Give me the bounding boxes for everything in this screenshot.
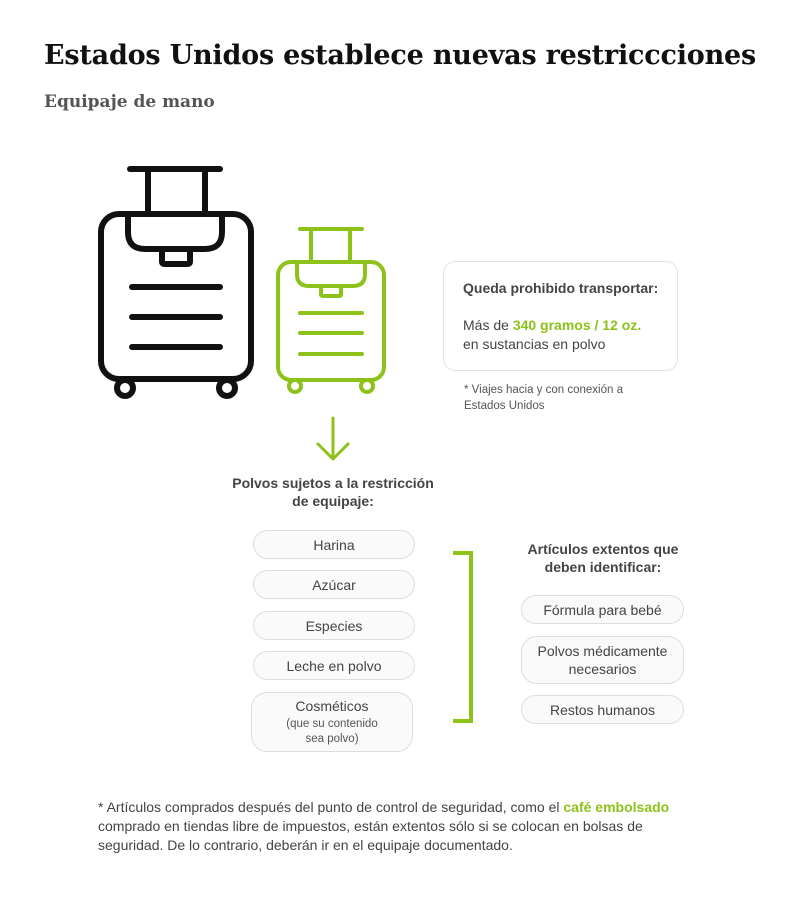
pill-label: Azúcar xyxy=(312,576,356,593)
prohibition-prefix: Más de xyxy=(463,317,513,333)
page-subtitle: Equipaje de mano xyxy=(44,92,215,112)
exempt-heading-line2: deben identificar: xyxy=(544,559,662,575)
bracket-icon xyxy=(455,553,471,721)
small-suitcase-icon xyxy=(278,229,384,392)
pill-label: Especies xyxy=(305,617,363,634)
bottom-footnote xyxy=(98,798,698,855)
prohibition-suffix: en sustancias en polvo xyxy=(463,336,606,352)
pill-label: Restos humanos xyxy=(549,701,656,718)
pill-sublabel-line1: (que su contenido xyxy=(286,718,378,730)
exempt-item-restos xyxy=(521,695,684,724)
pill-sublabel-line2: sea polvo) xyxy=(305,733,359,745)
arrow-down-icon xyxy=(318,418,348,459)
restricted-heading-line1: Polvos sujetos a la restricción xyxy=(232,475,434,491)
restricted-item-especies xyxy=(253,611,415,640)
bottom-note-suffix: comprado en tiendas libre de impuestos, están extentos sólo si se colocan en bolsas de seguridad. De lo contrario, deberán ir en el equipaje documentado. xyxy=(98,818,643,853)
restricted-item-leche xyxy=(253,651,415,680)
exempt-item-polvos-medicos xyxy=(521,636,684,684)
restricted-heading xyxy=(222,474,444,510)
pill-label: Leche en polvo xyxy=(286,657,382,674)
restricted-item-azucar xyxy=(253,570,415,599)
restricted-heading-line2: de equipaje: xyxy=(292,493,374,509)
prohibition-heading: Queda prohibido transportar: xyxy=(463,280,659,296)
pill-label: Harina xyxy=(313,536,355,553)
travel-note: * Viajes hacia y con conexión a Estados Unidos xyxy=(464,384,623,412)
prohibition-body xyxy=(463,316,677,354)
pill-label-line2: necesarios xyxy=(568,661,637,677)
prohibition-box xyxy=(443,261,678,371)
pill-label-line1: Polvos médicamente xyxy=(537,643,668,659)
pill-label: Fórmula para bebé xyxy=(543,601,662,618)
bottom-note-prefix: * Artículos comprados después del punto de control de seguridad, como el xyxy=(98,799,564,815)
prohibition-amount: 340 gramos / 12 oz. xyxy=(512,317,642,333)
large-suitcase-icon xyxy=(101,169,251,396)
exempt-item-formula xyxy=(521,595,684,624)
pill-label: Cosméticos xyxy=(295,698,369,714)
pill-sublabel xyxy=(286,717,377,747)
exempt-heading-line1: Artículos extentos que xyxy=(527,541,679,557)
page-title: Estados Unidos establece nuevas restriccciones xyxy=(44,40,757,71)
exempt-heading xyxy=(503,540,703,576)
restricted-item-cosmeticos xyxy=(251,692,413,752)
restricted-item-harina xyxy=(253,530,415,559)
bottom-note-highlight: café embolsado xyxy=(563,799,670,815)
